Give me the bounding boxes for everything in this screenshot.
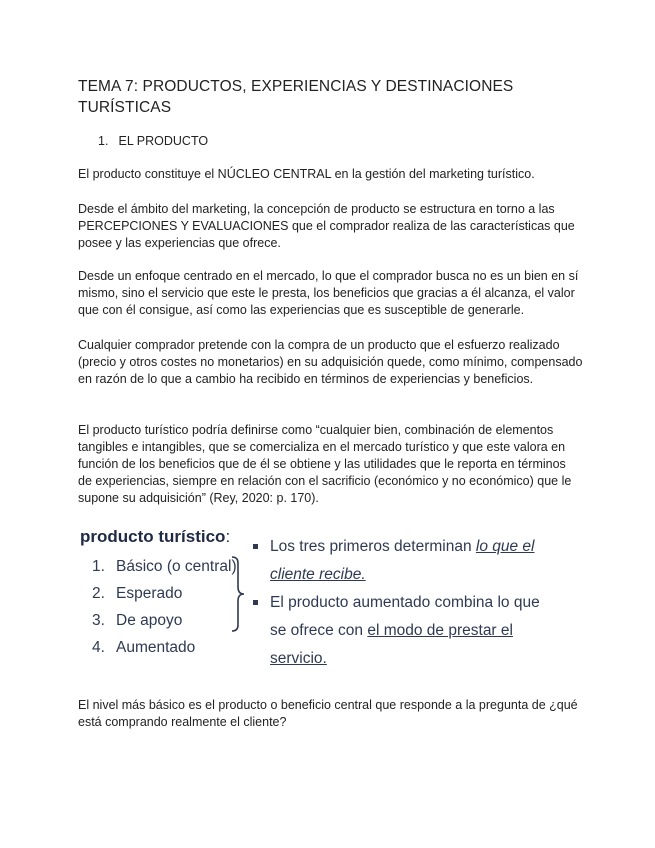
section-heading <box>98 133 208 149</box>
level-number: 3. <box>92 612 105 629</box>
paragraph-6: El nivel más básico es el producto o beneficio central que responde a la pregunta de ¿qué está comprando realmente el cliente? <box>78 698 578 729</box>
section-number: 1. <box>98 134 109 148</box>
paragraph-3: Desde un enfoque centrado en el mercado, lo que el comprador busca no es un bien en sí mismo, sino el servicio que este le presta, los beneficios que gracias a él alcanza, el valor que con él consigue, así como las experiencias que es susceptible de generarle. <box>78 269 579 317</box>
product-level-item <box>92 634 237 661</box>
bullet-2-emphasis: el modo de prestar el servicio. <box>270 622 513 667</box>
level-label: Básico (o central) <box>116 558 237 575</box>
figure-bullet-2 <box>250 589 550 673</box>
level-label: Aumentado <box>116 639 196 656</box>
level-label: De apoyo <box>116 612 183 629</box>
bullet-1-emphasis: lo que el cliente recibe. <box>270 538 535 583</box>
level-label: Esperado <box>116 585 183 602</box>
bullet-2-text: El producto aumentado combina lo que se ofrece con <box>270 594 540 639</box>
page-title: TEMA 7: PRODUCTOS, EXPERIENCIAS Y DESTINACIONES TURÍSTICAS <box>78 78 514 116</box>
curly-brace-icon <box>230 555 246 633</box>
paragraph-1: El producto constituye el NÚCLEO CENTRAL en la gestión del marketing turístico. <box>78 167 535 181</box>
paragraph-4: Cualquier comprador pretende con la compra de un producto que el esfuerzo realizado (precio y otros costes no monetarios) en su adquisición quede, como mínimo, compensado en razón de lo que a cambio ha recibido en términos de experiencias y beneficios. <box>78 338 583 386</box>
figure-heading <box>80 527 230 547</box>
figure-bullets <box>250 533 550 673</box>
figure-heading-text: producto turístico <box>80 527 226 546</box>
paragraph-5: El producto turístico podría definirse como “cualquier bien, combinación de elementos tangibles e intangibles, que se comercializa en el mercado turístico y que este valora en función de los beneficios que de él se obtiene y las utilidades que le reporta en términos de experiencias, siempre en relación con el sacrificio (económico y no económico) que le supone su adquisición” (Rey, 2020: p. 170). <box>78 423 572 505</box>
section-label: EL PRODUCTO <box>118 134 209 148</box>
product-level-item <box>92 607 237 634</box>
product-level-item <box>92 553 237 580</box>
product-level-item <box>92 580 237 607</box>
figure-bullet-1 <box>250 533 550 589</box>
product-levels-list <box>92 553 237 661</box>
figure-heading-colon: : <box>225 527 231 546</box>
level-number: 1. <box>92 558 105 575</box>
bullet-1-text: Los tres primeros determinan <box>270 538 476 555</box>
paragraph-2: Desde el ámbito del marketing, la concepción de producto se estructura en torno a las PERCEPCIONES Y EVALUACIONES que el comprador realiza de las características que posee y las experiencias que ofrece. <box>78 202 575 250</box>
level-number: 2. <box>92 585 105 602</box>
bullet-icon <box>253 600 258 605</box>
level-number: 4. <box>92 639 105 656</box>
bullet-icon <box>253 544 258 549</box>
